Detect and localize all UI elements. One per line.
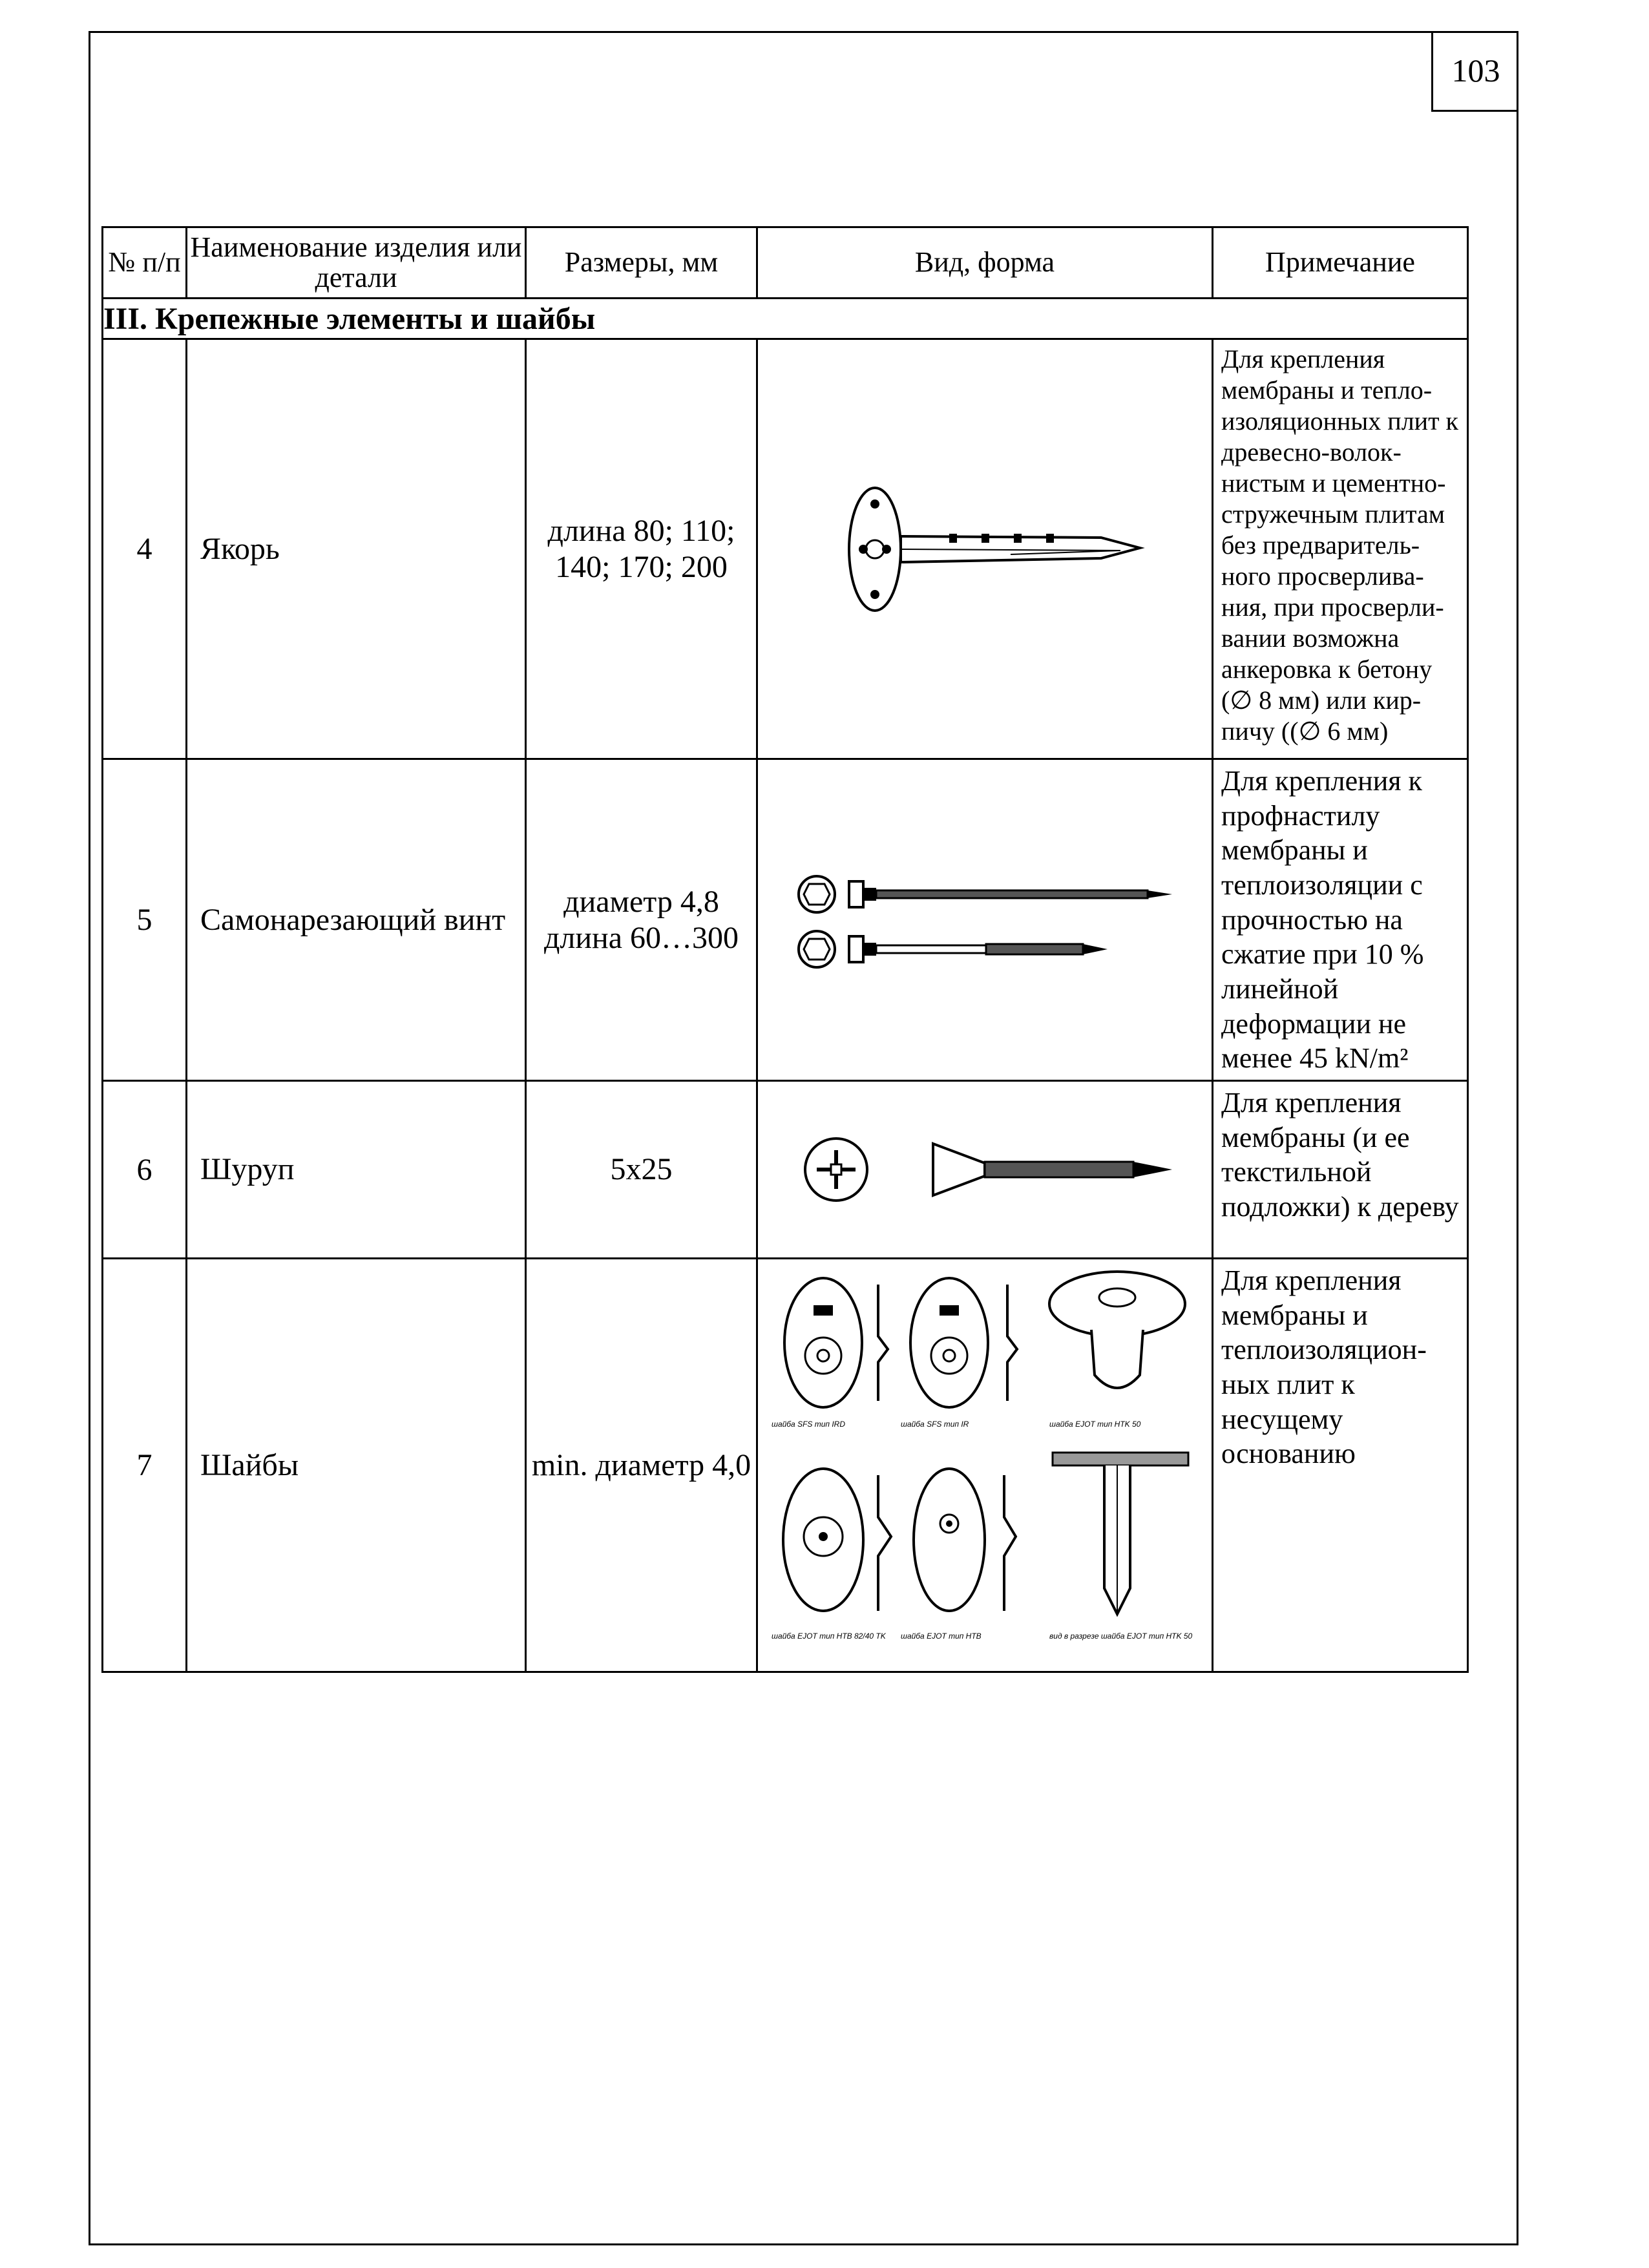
washers-icon: [765, 1265, 1204, 1666]
row-size: диаметр 4,8 длина 60…300: [526, 759, 757, 1081]
header-size: Размеры, мм: [526, 227, 757, 299]
caption-sfs-ir: шайба SFS тип IR: [901, 1419, 969, 1429]
caption-ejot-htk-section: вид в разрезе шайба EJOT тип HTK 50: [1049, 1631, 1193, 1641]
row-size: min. диаметр 4,0: [526, 1259, 757, 1672]
table-row: [103, 759, 1468, 1081]
wood-screw-image: [757, 1081, 1213, 1259]
row-num: 6: [103, 1081, 187, 1259]
row-note: Для крепления к профнастилу мембраны и теплоизоляции с прочностью на сжатие при 10 % линейной деформации не менее 45 kN/m²: [1213, 759, 1468, 1081]
row-note: Для крепления мембраны и тепло-изоляционных плит к древесно-волок-нистым и цементно-стружечным плитам без предваритель-ного просверлива-ния, при просверли-вании возможна анкеровка к бетону (∅ 8 мм) или кир-пичу ((∅ 6 мм): [1213, 339, 1468, 759]
header-row: [103, 227, 1468, 299]
screw-icon: [784, 856, 1185, 985]
anchor-icon: [817, 478, 1153, 620]
table-row: [103, 1081, 1468, 1259]
table-row: [103, 339, 1468, 759]
section-row: [103, 299, 1468, 339]
header-name: Наименование изделия или детали: [187, 227, 526, 299]
row-size: 5х25: [526, 1081, 757, 1259]
header-note: Примечание: [1213, 227, 1468, 299]
fasteners-table: [101, 226, 1469, 1673]
row-name: Шайбы: [187, 1259, 526, 1672]
section-title: III. Крепежные элементы и шайбы: [103, 299, 1468, 339]
row-num: 4: [103, 339, 187, 759]
table-row: [103, 1259, 1468, 1672]
row-num: 5: [103, 759, 187, 1081]
caption-ejot-htk: шайба EJOT тип HTK 50: [1049, 1419, 1141, 1429]
row-note: Для крепления мембраны (и ее текстильной подложки) к дереву: [1213, 1081, 1468, 1259]
caption-ejot-htb-tk: шайба EJOT тип HTB 82/40 TK: [772, 1631, 886, 1641]
caption-ejot-htb: шайба EJOT тип HTB: [901, 1631, 982, 1641]
row-size: длина 80; 110; 140; 170; 200: [526, 339, 757, 759]
page-number: 103: [1431, 31, 1518, 112]
header-num: № п/п: [103, 227, 187, 299]
row-name: Шуруп: [187, 1081, 526, 1259]
row-name: Самонарезающий винт: [187, 759, 526, 1081]
row-note: Для крепления мембраны и теплоизоляцион-ных плит к несущему основанию: [1213, 1259, 1468, 1672]
header-view: Вид, форма: [757, 227, 1213, 299]
caption-sfs-ird: шайба SFS тип IRD: [772, 1419, 846, 1429]
washers-image: [757, 1259, 1213, 1672]
wood-screw-icon: [791, 1124, 1179, 1215]
row-num: 7: [103, 1259, 187, 1672]
anchor-image: [757, 339, 1213, 759]
self-tapping-screw-image: [757, 759, 1213, 1081]
row-name: Якорь: [187, 339, 526, 759]
